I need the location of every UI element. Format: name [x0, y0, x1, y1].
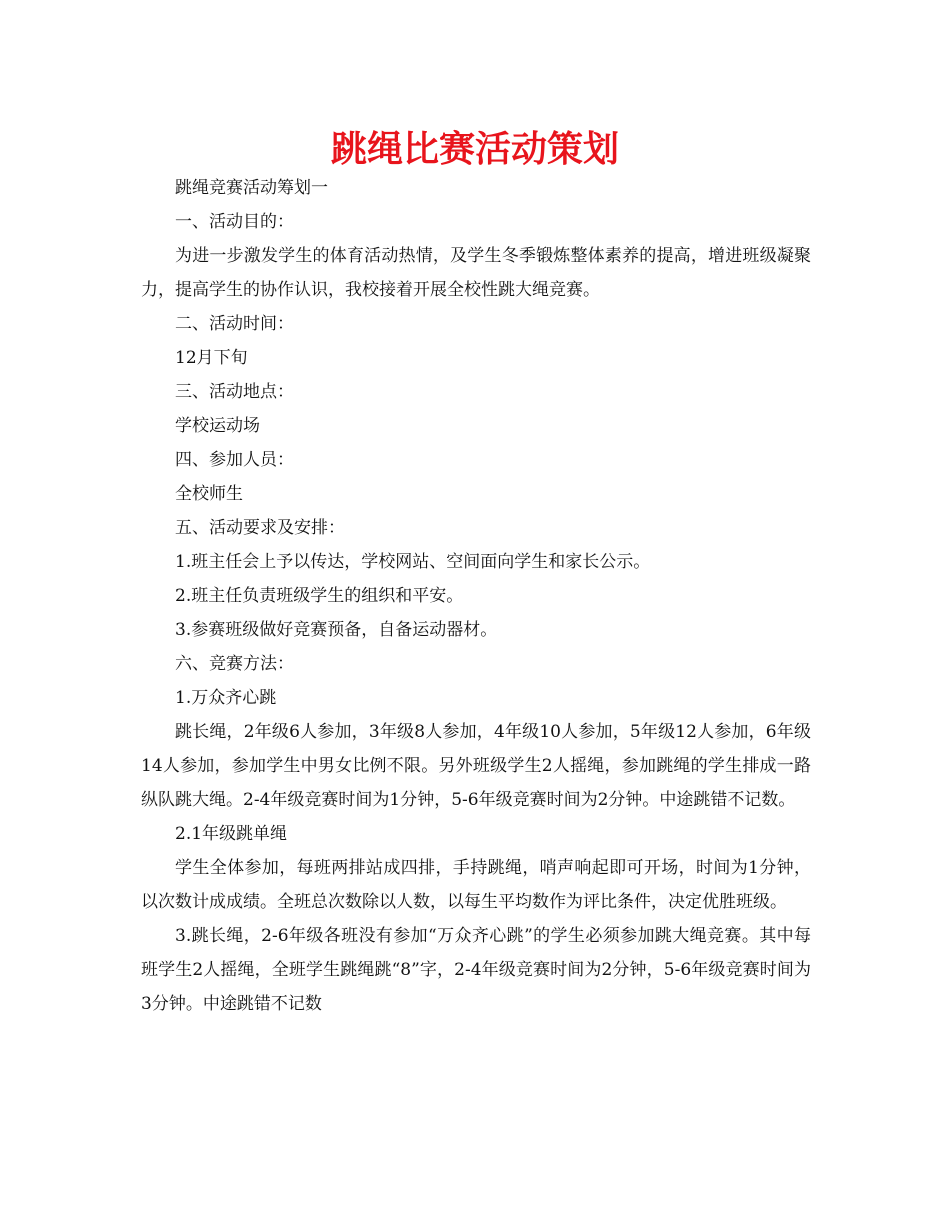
- paragraph: 2.班主任负责班级学生的组织和平安。: [175, 586, 464, 606]
- paragraph: 学校运动场: [175, 416, 260, 436]
- paragraph: 跳绳竞赛活动筹划一: [175, 178, 328, 198]
- paragraph: 五、活动要求及安排：: [175, 518, 345, 538]
- paragraph: 3.参赛班级做好竞赛预备，自备运动器材。: [175, 620, 498, 640]
- paragraph: 为进一步激发学生的体育活动热情，及学生冬季锻炼整体素养的提高，增进班级凝聚力，提高学生的协作认识，我校接着开展全校性跳大绳竞赛。: [141, 246, 811, 300]
- paragraph: 3.跳长绳，2-6年级各班没有参加“万众齐心跳”的学生必须参加跳大绳竞赛。其中每班学生2人摇绳，全班学生跳绳跳“8”字，2-4年级竞赛时间为2分钟，5-6年级竞赛时间为3分钟。中途跳错不记数: [141, 926, 811, 1014]
- paragraph: 1.万众齐心跳: [175, 688, 277, 708]
- paragraph: 三、活动地点：: [175, 382, 294, 402]
- paragraph: 全校师生: [175, 484, 243, 504]
- document-body: [141, 171, 811, 1021]
- paragraph: 1.班主任会上予以传达，学校网站、空间面向学生和家长公示。: [175, 552, 651, 572]
- paragraph: 2.1年级跳单绳: [175, 824, 288, 844]
- document-title: 跳绳比赛活动策划: [330, 129, 619, 170]
- paragraph: 一、活动目的：: [175, 212, 294, 232]
- paragraph: 12月下旬: [175, 348, 248, 368]
- paragraph: 跳长绳，2年级6人参加，3年级8人参加，4年级10人参加，5年级12人参加，6年级14人参加，参加学生中男女比例不限。另外班级学生2人摇绳，参加跳绳的学生排成一路纵队跳大绳。2-4年级竞赛时间为1分钟，5-6年级竞赛时间为2分钟。中途跳错不记数。: [141, 722, 811, 810]
- paragraph: 二、活动时间：: [175, 314, 294, 334]
- paragraph: 六、竞赛方法：: [175, 654, 294, 674]
- paragraph: 四、参加人员：: [175, 450, 294, 470]
- paragraph: 学生全体参加，每班两排站成四排，手持跳绳，哨声响起即可开场，时间为1分钟，以次数计成成绩。全班总次数除以人数，以每生平均数作为评比条件，决定优胜班级。: [141, 858, 811, 912]
